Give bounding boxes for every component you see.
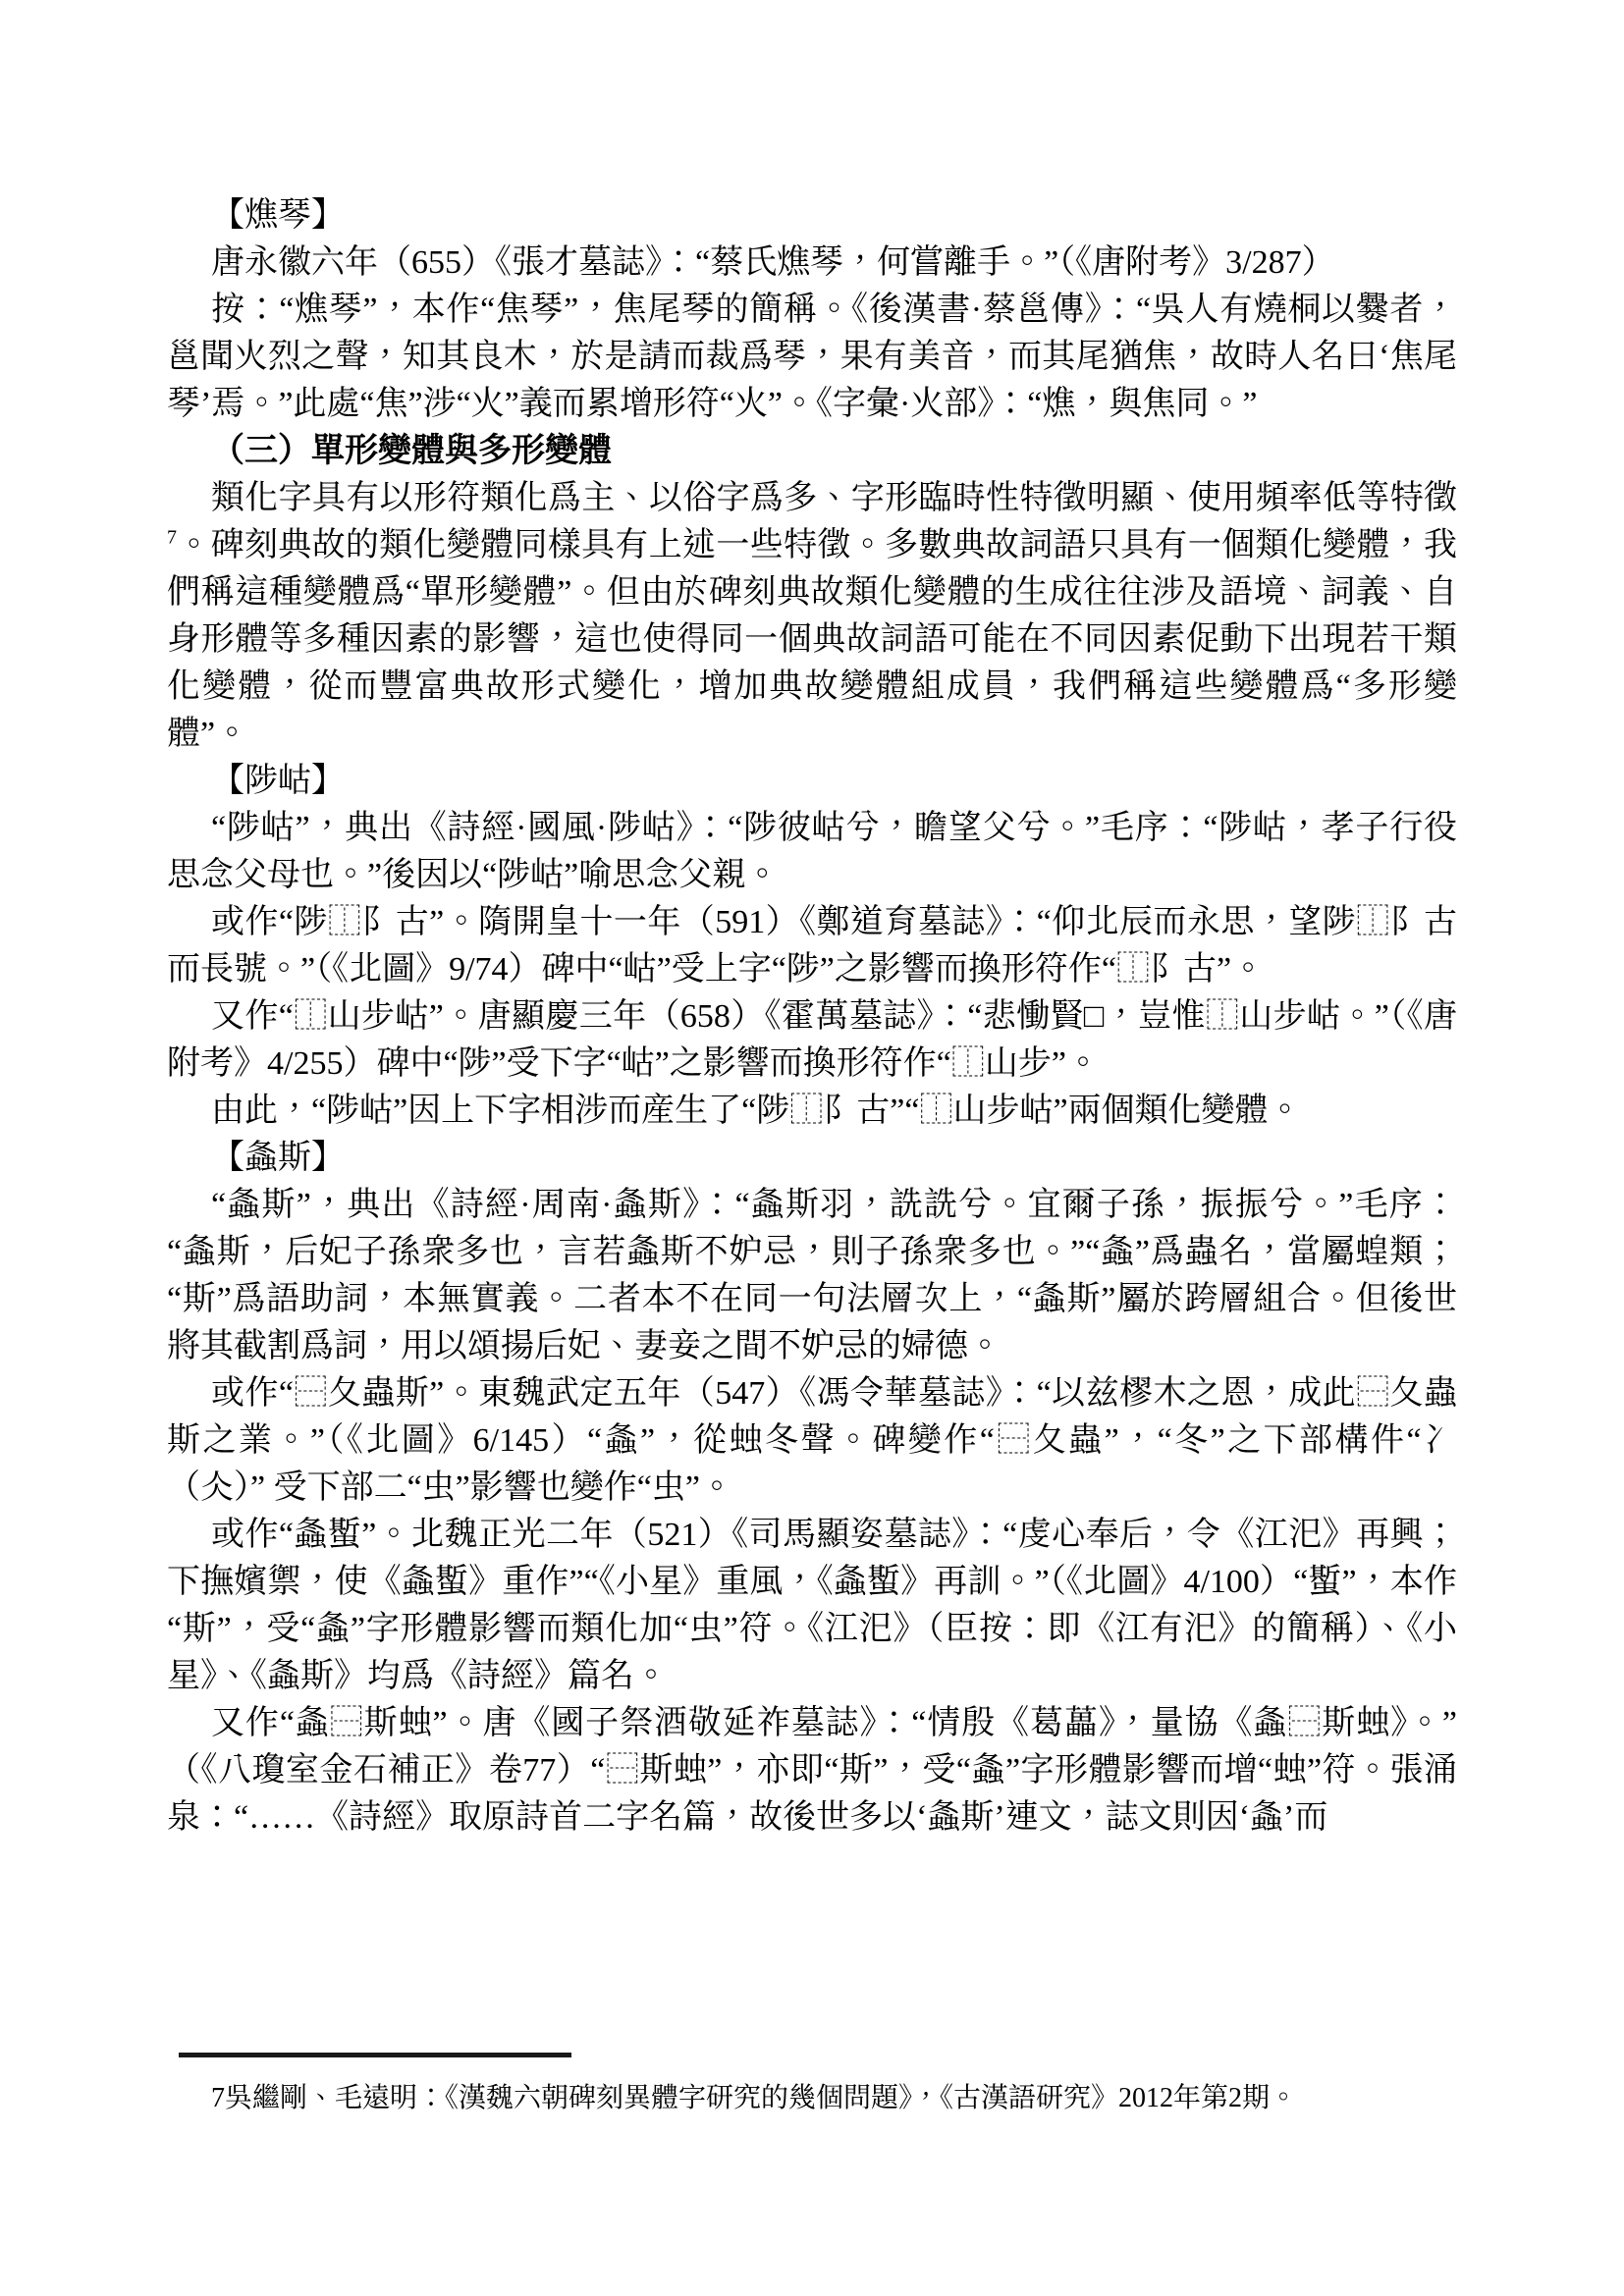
paragraph: 按：“燋琴”，本作“焦琴”，焦尾琴的簡稱。《後漢書·蔡邕傳》：“吳人有燒桐以爨者，邕聞火烈之聲，知其良木，於是請而裁爲琴，果有美音，而其尾猶焦，故時人名曰‘焦尾琴’焉。”此處“焦”涉“火”義而累增形符“火”。《字彙·火部》：“燋，與焦同。” (167, 292, 1457, 422)
paragraph: 由此，“陟岵”因上下字相涉而産生了“陟⿰阝古”“⿰山步岵”兩個類化變體。 (211, 1093, 1302, 1129)
paragraph: 或作“⿱夂蟲斯”。東魏武定五年（547）《馮令華墓誌》：“以兹樛木之恩，成此⿱夂蟲斯之業。”（《北圖》6/145）“螽”，從䖵冬聲。碑變作“⿱夂蟲”，“冬”之下部構件“冫（仌）” 受下部二“虫”影響也變作“虫”。 (167, 1375, 1457, 1506)
section-heading: （三）單形變體與多形變體 (211, 433, 612, 469)
paragraph: 唐永徽六年（655）《張才墓誌》：“蔡氏燋琴，何嘗離手。”（《唐附考》3/287） (211, 244, 1335, 281)
entry-heading-zhihu: 【陟岵】 (211, 763, 345, 799)
paragraph: 又作“螽⿱斯䖵”。唐《國子祭酒敬延祚墓誌》：“情殷《葛藟》，量協《螽⿱斯䖵》。”（《八瓊室金石補正》卷77）“⿱斯䖵”，亦即“斯”，受“螽”字形體影響而增“䖵”符。張涌泉：“……《詩經》取原詩首二字名篇，故後世多以‘螽斯’連文，誌文則因‘螽’而 (167, 1705, 1457, 1836)
footnote-area (167, 2053, 1457, 2118)
footnote-reference: 7 (167, 526, 177, 549)
paragraph: 或作“螽蟴”。北魏正光二年（521）《司馬顯姿墓誌》：“虔心奉后，令《江汜》再興；下撫嬪禦，使《螽蟴》重作”“《小星》重風，《螽蟴》再訓。”（《北圖》4/100）“蟴”，本作“斯”，受“螽”字形體影響而類化加“虫”符。《江汜》（臣按：即《江有汜》的簡稱）、《小星》、《螽斯》均爲《詩經》篇名。 (167, 1517, 1457, 1694)
document-body (167, 192, 1457, 1842)
entry-heading-jiaoqin: 【燋琴】 (211, 197, 345, 234)
paragraph: 或作“陟⿰阝古”。隋開皇十一年（591）《鄭道育墓誌》：“仰北辰而永思，望陟⿰阝古而長號。”（《北圖》9/74）碑中“岵”受上字“陟”之影響而換形符作“⿰阝古”。 (167, 904, 1457, 988)
footnote: 7吳繼剛、毛遠明：《漢魏六朝碑刻異體字研究的幾個問題》，《古漢語研究》2012年第2期。 (211, 2083, 1298, 2113)
paragraph (167, 475, 1457, 758)
paragraph: “螽斯”，典出《詩經·周南·螽斯》：“螽斯羽，詵詵兮。宜爾子孫，振振兮。”毛序：“螽斯，后妃子孫衆多也，言若螽斯不妒忌，則子孫衆多也。”“螽”爲蟲名，當屬蝗類；“斯”爲語助詞，本無實義。二者本不在同一句法層次上，“螽斯”屬於跨層組合。但後世將其截割爲詞，用以頌揚后妃、妻妾之間不妒忌的婦德。 (167, 1187, 1457, 1364)
paragraph-text: 類化字具有以形符類化爲主、以俗字爲多、字形臨時性特徵明顯、使用頻率低等特徵 (211, 480, 1457, 516)
footnote-divider (179, 2053, 571, 2057)
paragraph: 又作“⿰山步岵”。唐顯慶三年（658）《霍萬墓誌》：“悲慟賢□，豈惟⿰山步岵。”（《唐附考》4/255）碑中“陟”受下字“岵”之影響而換形符作“⿰山步”。 (167, 998, 1457, 1082)
paragraph-text: 。碑刻典故的類化變體同樣具有上述一些特徵。多數典故詞語只具有一個類化變體，我們稱這種變體爲“單形變體”。但由於碑刻典故類化變體的生成往往涉及語境、詞義、自身形體等多種因素的影響，這也使得同一個典故詞語可能在不同因素促動下出現若干類化變體，從而豐富典故形式變化，增加典故變體組成員，我們稱這些變體爲“多形變體”。 (167, 527, 1457, 752)
paragraph: “陟岵”，典出《詩經·國風·陟岵》：“陟彼岵兮，瞻望父兮。”毛序：“陟岵，孝子行役思念父母也。”後因以“陟岵”喻思念父親。 (167, 810, 1457, 893)
entry-heading-zhongsi: 【螽斯】 (211, 1140, 345, 1176)
